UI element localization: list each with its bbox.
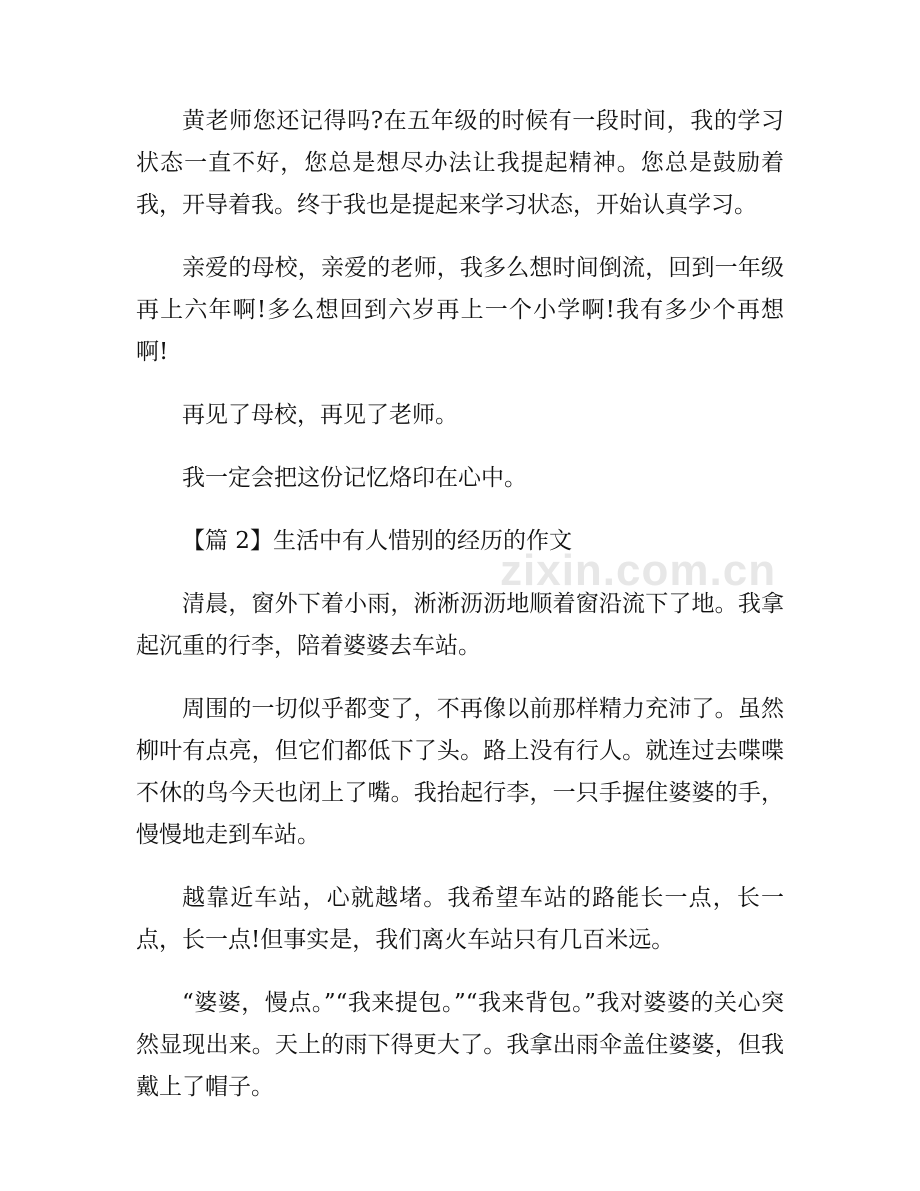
paragraph: 我一定会把这份记忆烙印在心中。 <box>182 465 527 491</box>
paragraph: 越靠近车站，心就越堵。我希望车站的路能长一点，长一点，长一点!但事实是，我们离火车站只有几百米远。 <box>136 885 784 953</box>
document-body <box>136 100 784 1129</box>
paragraph: 亲爱的母校，亲爱的老师，我多么想时间倒流，回到一年级再上六年啊!多么想回到六岁再上一个小学啊!我有多少个再想啊! <box>136 255 784 365</box>
paragraph: “婆婆，慢点。”“我来提包。”“我来背包。”我对婆婆的关心突然显现出来。天上的雨下得更大了。我拿出雨伞盖住婆婆，但我戴上了帽子。 <box>136 990 784 1100</box>
section-heading: 【篇 2】生活中有人惜别的经历的作文 <box>182 528 572 554</box>
paragraph: 黄老师您还记得吗?在五年级的时候有一段时间，我的学习状态一直不好，您总是想尽办法让我提起精神。您总是鼓励着我，开导着我。终于我也是提起来学习状态，开始认真学习。 <box>136 108 784 218</box>
paragraph: 再见了母校，再见了老师。 <box>182 402 458 428</box>
paragraph: 周围的一切似乎都变了，不再像以前那样精力充沛了。虽然柳叶有点亮，但它们都低下了头。路上没有行人。就连过去喋喋不休的鸟今天也闭上了嘴。我抬起行李，一只手握住婆婆的手，慢慢地走到车站。 <box>136 696 784 848</box>
paragraph: 清晨，窗外下着小雨，淅淅沥沥地顺着窗沿流下了地。我拿起沉重的行李，陪着婆婆去车站。 <box>136 591 784 659</box>
watermark: zixin.com.cn <box>500 546 777 595</box>
